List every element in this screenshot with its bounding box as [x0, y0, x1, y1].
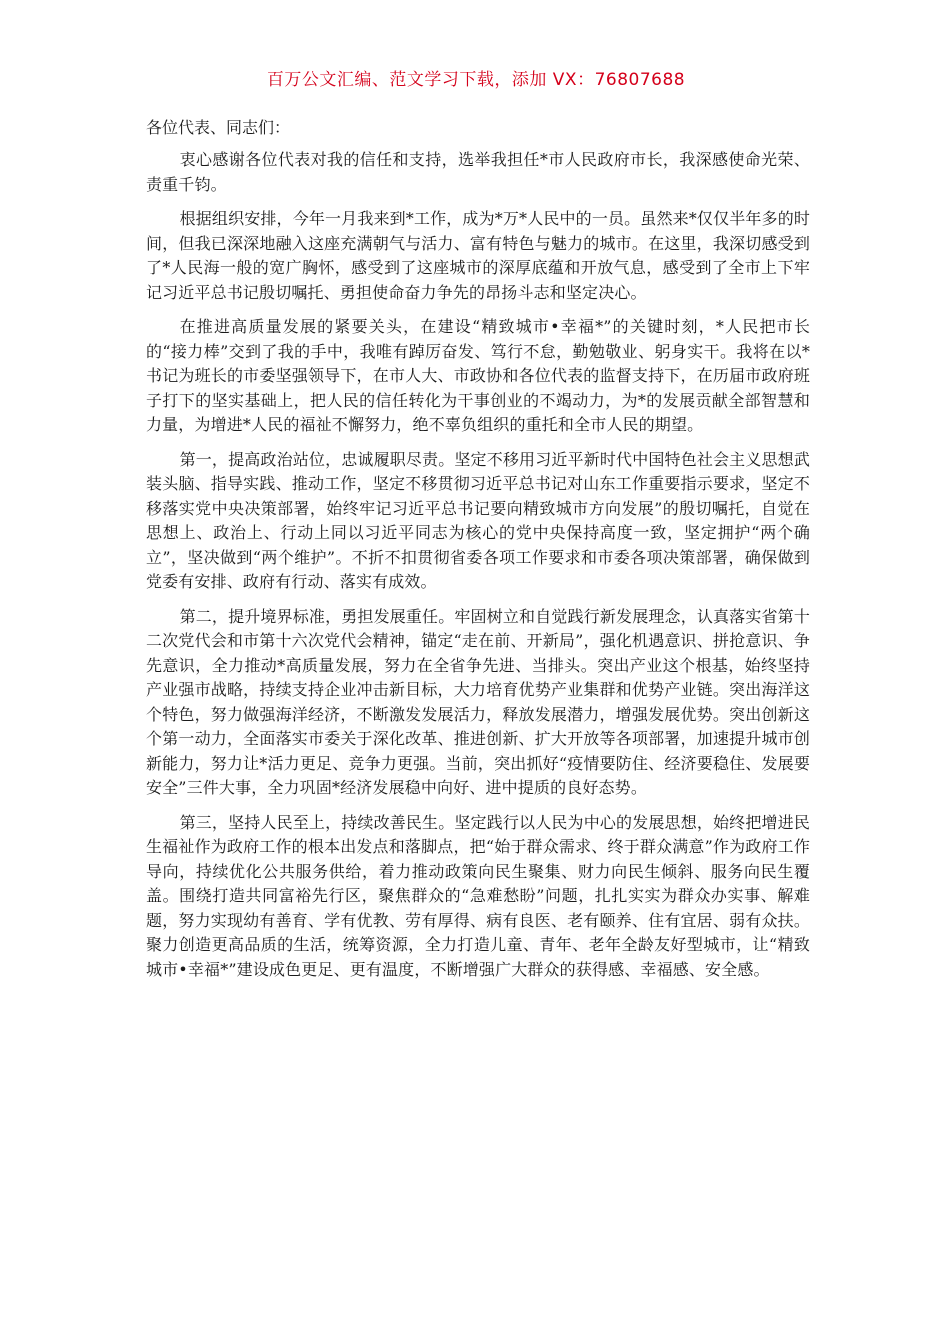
paragraph-point-one: 第一，提高政治站位，忠诚履职尽责。坚定不移用习近平新时代中国特色社会主义思想武装头脑、指导实践、推动工作，坚定不移贯彻习近平总书记对山东工作重要指示要求，坚定不移落实党中央决策部署，始终牢记习近平总书记要向精致城市方向发展”的殷切嘱托，自觉在思想上、政治上、行动上同以习近平同志为核心的党中央保持高度一致，坚定拥护“两个确立”，坚决做到“两个维护”。不折不扣贯彻省委各项工作要求和市委各项决策部署，确保做到党委有安排、政府有行动、落实有成效。	[146, 449, 810, 591]
salutation: 各位代表、同志们：	[146, 118, 291, 137]
paragraph-point-three: 第三，坚持人民至上，持续改善民生。坚定践行以人民为中心的发展思想，始终把增进民生福祉作为政府工作的根本出发点和落脚点，把“始于群众需求、终于群众满意”作为政府工作导向，持续优化公共服务供给，着力推动政策向民生聚集、财力向民生倾斜、服务向民生覆盖。围绕打造共同富裕先行区，聚焦群众的“急难愁盼”问题，扎扎实实为群众办实事、解难题，努力实现幼有善育、学有优教、劳有厚得、病有良医、老有颐养、住有宜居、弱有众扶。聚力创造更高品质的生活，统筹资源，全力打造儿童、青年、老年全龄友好型城市，让“精致城市•幸福*”建设成色更足、更有温度，不断增强广大群众的获得感、幸福感、安全感。	[146, 812, 810, 979]
paragraph-gratitude: 衷心感谢各位代表对我的信任和支持，选举我担任*市人民政府市长，我深感使命光荣、责重千钧。	[146, 150, 810, 194]
header-banner: 百万公文汇编、范文学习下载，添加 VX：76807688	[266, 70, 686, 90]
paragraph-commitment: 在推进高质量发展的紧要关头，在建设“精致城市•幸福*”的关键时刻，*人民把市长的“接力棒”交到了我的手中，我唯有踔厉奋发、笃行不怠，勤勉敬业、躬身实干。我将在以*书记为班长的市委坚强领导下，在市人大、市政协和各位代表的监督支持下，在历届市政府班子打下的坚实基础上，把人民的信任转化为干事创业的不竭动力，为*的发展贡献全部智慧和力量，为增进*人民的福祉不懈努力，绝不辜负组织的重托和全市人民的期望。	[146, 317, 810, 434]
paragraph-point-two: 第二，提升境界标准，勇担发展重任。牢固树立和自觉践行新发展理念，认真落实省第十二次党代会和市第十六次党代会精神，锚定“走在前、开新局”，强化机遇意识、拼抢意识、争先意识，全力推动*高质量发展，努力在全省争先进、当排头。突出产业这个根基，始终坚持产业强市战略，持续支持企业冲击新目标，大力培育优势产业集群和优势产业链。突出海洋这个特色，努力做强海洋经济，不断激发发展活力，释放发展潜力，增强发展优势。突出创新这个第一动力，全面落实市委关于深化改革、推进创新、扩大开放等各项部署，加速提升城市创新能力，努力让*活力更足、竞争力更强。当前，突出抓好“疫情要防住、经济要稳住、发展要安全”三件大事，全力巩固*经济发展稳中向好、进中提质的良好态势。	[146, 606, 810, 797]
paragraph-arrival: 根据组织安排，今年一月我来到*工作，成为*万*人民中的一员。虽然来*仅仅半年多的时间，但我已深深地融入这座充满朝气与活力、富有特色与魅力的城市。在这里，我深切感受到了*人民海一般的宽广胸怀，感受到了这座城市的深厚底蕴和开放气息，感受到了全市上下牢记习近平总书记殷切嘱托、勇担使命奋力争先的昂扬斗志和坚定决心。	[146, 209, 810, 302]
